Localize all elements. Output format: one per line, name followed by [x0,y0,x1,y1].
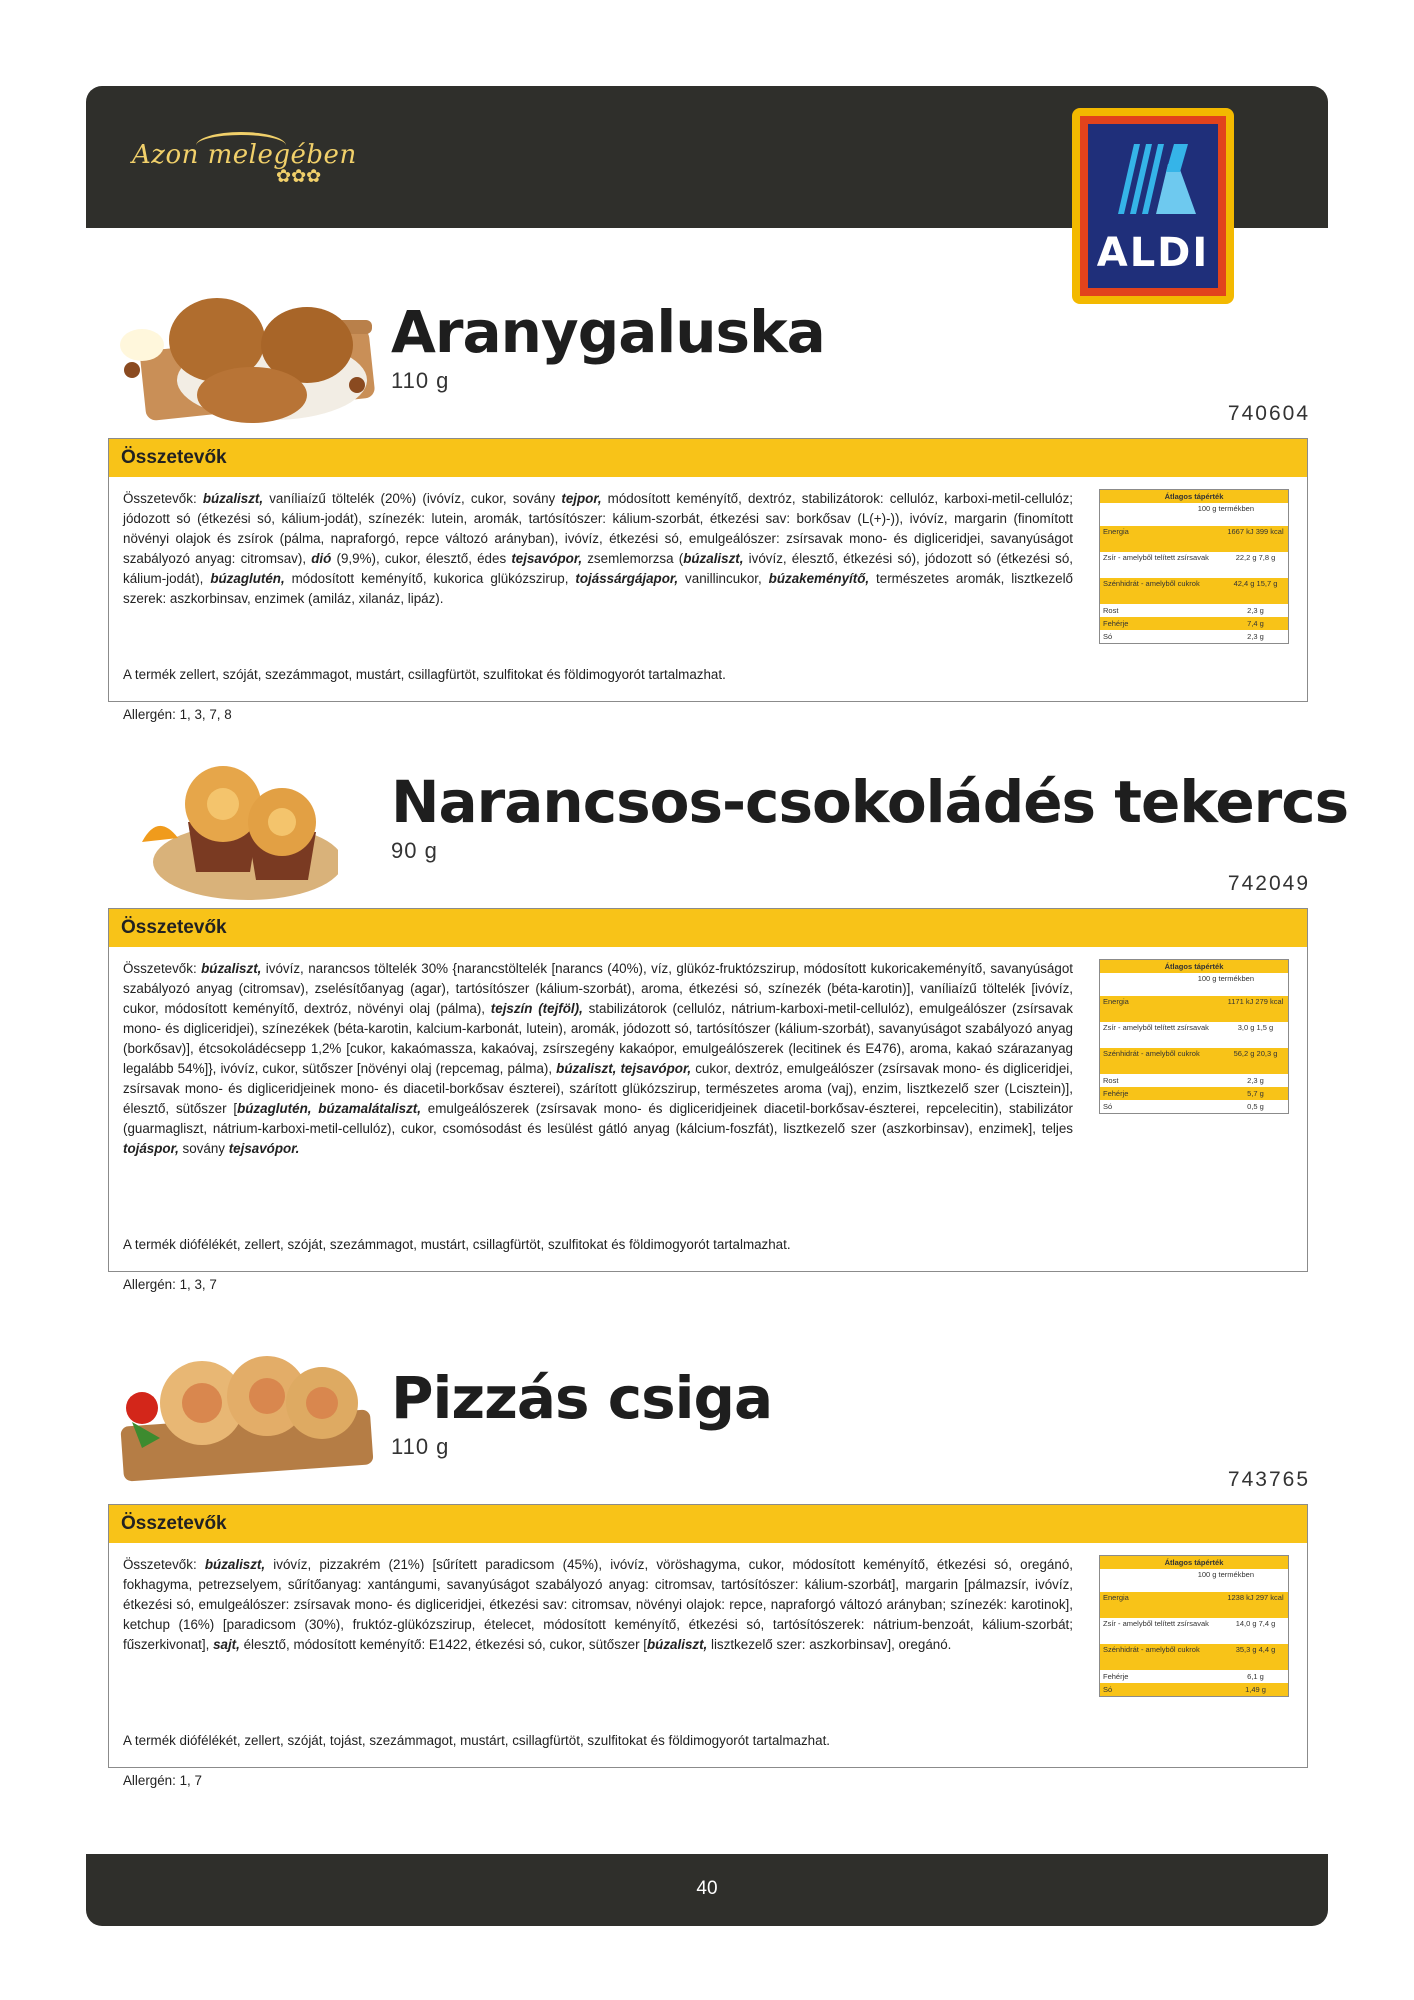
nutrition-value: 0,5 g [1247,1102,1264,1111]
ingredient-run: sovány [178,1141,229,1156]
ingredient-run: zsemlemorzsa ( [582,551,684,566]
nutrition-label: Só [1103,632,1113,641]
ingredients-text [123,959,1073,1159]
nutrition-table [1099,1555,1289,1697]
nutrition-table [1099,959,1289,1114]
nutrition-row [1100,1074,1288,1087]
nutrition-value: 5,7 g [1247,1089,1264,1098]
ingredient-run: ivóvíz, narancsos töltelék 30% {narancstöltelék [narancs (40%), víz, glükóz-fruktózszirup, módosított kukoricakeményítő, savanyúságot szabályozó anyag (citromsav), zselésítőanyag (agar), tartósítószer (kálium-szorbát), aroma, étkezési só, színezék (béta-karotin)], vaníliaízű töltelék [ivóvíz, cukor, módosított keményítő, dextróz, növényi olaj (pálma), [123,961,1073,1016]
nutrition-row [1100,996,1288,1022]
nutrition-label: Energia [1103,1593,1129,1602]
nutrition-title: Átlagos tápérték [1100,960,1288,973]
nutrition-value: 42,4 g 15,7 g [1233,579,1278,588]
nutrition-label: Fehérje [1103,1672,1129,1681]
nutrition-column-head: 100 g termékben [1197,1570,1254,1579]
nutrition-value: 22,2 g 7,8 g [1235,553,1276,562]
nutrition-value: 1238 kJ 297 kcal [1227,1593,1284,1602]
product-title: Aranygaluska [391,298,825,366]
ingredient-run: stabilizátorok (cellulóz, nátrium-karboxi-metil-cellulóz), emulgeálószer (zsírsavak mono- és digliceridjei), színezékek (béta-karotin, kalcium-karbonát, lutein), aromák, jódozott só, tartósítószer (kálium-szorbát), savanyúságot szabályozó anyag (borkősav)], étcsokoládécsepp 1,2% [cukor, kakaómassza, kakaóvaj, zsírszegény kakaópor, emulgeálószerek (lecitinek és E476), aroma, kakaó szárazanyag legalább 54%]}, ivóvíz, cukor, sütőszer [növényi olaj (repcemag, pálma), [123,1001,1074,1076]
ingredient-run: (9,9%), cukor, élesztő, édes [331,551,512,566]
section-label: Összetevők [109,909,1307,947]
allergen-text: Allergén: 1, 7 [123,1773,202,1788]
ingredient-run: természetes aromák, lisztkezelő szerek: aszkorbinsav, enzimek (amiláz, xilanáz, lipáz). [123,571,1073,606]
allergen-ingredient: búzaliszt, tejsavópor, [556,1061,692,1076]
allergen-text: Allergén: 1, 3, 7 [123,1277,217,1292]
ingredients-prefix: Összetevők: [123,961,202,976]
allergen-ingredient: búzaliszt, [201,961,262,976]
nutrition-label: Só [1103,1102,1113,1111]
ingredients-text [123,1555,1073,1655]
allergen-ingredient: búzaliszt, [204,1557,266,1572]
allergen-ingredient: dió [311,551,332,566]
nutrition-row [1100,1644,1288,1670]
nutrition-table [1099,489,1289,644]
aldi-logo-text: ALDI [1096,230,1210,276]
nutrition-value: 2,3 g [1247,606,1264,615]
nutrition-value: 35,3 g 4,4 g [1235,1645,1276,1654]
nutrition-value: 1667 kJ 399 kcal [1227,527,1284,536]
nutrition-row [1100,617,1288,630]
product-code: 742049 [1227,872,1310,895]
section-label: Összetevők [109,439,1307,477]
product-photo-narancsos-tekercs [138,742,338,902]
nutrition-row [1100,630,1288,643]
ingredients-text [123,489,1073,609]
nutrition-value: 3,0 g 1,5 g [1237,1023,1274,1032]
product-photo-pizzas-csiga [112,1338,382,1488]
ingredients-prefix: Összetevők: [123,1557,205,1572]
nutrition-row [1100,1048,1288,1074]
nutrition-value: 6,1 g [1247,1672,1264,1681]
nutrition-label: Fehérje [1103,1089,1129,1098]
ingredients-box [108,438,1308,722]
product-code: 740604 [1227,402,1310,425]
nutrition-label: Szénhidrát - amelyből cukrok [1103,579,1200,588]
allergen-ingredient: búzaliszt, [202,491,264,506]
nutrition-label: Rost [1103,1076,1119,1085]
nutrition-row [1100,1022,1288,1048]
ingredients-box [108,908,1308,1292]
nutrition-row [1100,1683,1288,1696]
allergen-ingredient: búzaliszt, [683,551,744,566]
nutrition-column-head: 100 g termékben [1197,974,1254,983]
nutrition-row [1100,526,1288,552]
nutrition-value: 7,4 g [1247,619,1264,628]
ingredient-run: élesztő, módosított keményítő: E1422, étkezési só, cukor, sütőszer [ [239,1637,647,1652]
product-code: 743765 [1227,1468,1310,1491]
ingredient-run: ivóvíz, élesztő, étkezési só), jódozott só (étkezési só, kálium-jodát), [123,551,1073,586]
section-label: Összetevők [109,1505,1307,1543]
allergen-ingredient: búzaliszt, [647,1637,708,1652]
may-contain-text: A termék diófélékét, zellert, szóját, tojást, szezámmagot, mustárt, csillagfürtöt, szulfitokat és földimogyorót tartalmazhat. [123,1733,831,1748]
product-photo-aranygaluska [112,270,382,430]
ingredient-run: lisztkezelő szer: aszkorbinsav], oregánó. [707,1637,952,1652]
nutrition-value: 2,3 g [1247,1076,1264,1085]
aldi-logo [1072,108,1234,304]
ingredients-prefix: Összetevők: [123,491,203,506]
ingredient-run: vanillincukor, [678,571,769,586]
ingredient-run: módosított keményítő, dextróz, stabilizátorok: cellulóz, karboxi-metil-cellulóz; jódozott só (étkezési só, kálium-jodát), színezék: lutein, aromák, tartósítószer: kálium-szorbát, étkezési sav: borkősav (L(+)-)), ivóvíz, margarin (finomított növényi olajok és zsírok (pálma, napraforgó, repce változó arányban), ivóvíz, étkezési só, emulgeálószer: zsírsavak mono- és digliceridjei, savanyúságot szabályozó anyag: citromsav), [123,491,1074,566]
product-title: Pizzás csiga [391,1364,773,1432]
ingredient-run: ivóvíz, pizzakrém (21%) [sűrített paradicsom (45%), ivóvíz, vöröshagyma, cukor, módosított keményítő, étkezési só, oregánó, fokhagyma, petrezselyem, sűrítőanyag: xantángumi, savanyúságot szabályozó anyag: citromsav, tartósítószer: kálium-szorbát], margarin [pálmazsír, ivóvíz, étkezési só, emulgeálószer: zsírsavak mono- és digliceridjei, étkezési sav: citromsav, növényi olajok: repce, napraforgó változó arányban; színezék: karotinok], ketchup (16%) [paradicsom (30%), fruktóz-glükózszirup, ételecet, módosított keményítő, étkezési só, tartósítószerek: nátrium-benzoát, kálium-szorbát; fűszerkivonat], [123,1557,1073,1652]
may-contain-text: A termék zellert, szóját, szezámmagot, mustárt, csillagfürtöt, szulfitokat és földimogyorót tartalmazhat. [123,667,726,682]
ingredient-run: módosított keményítő, kukorica glükózszirup, [284,571,576,586]
allergen-ingredient: tejsavópor, [511,551,583,566]
may-contain-text: A termék diófélékét, zellert, szóját, szezámmagot, mustárt, csillagfürtöt, szulfitokat és földimogyorót tartalmazhat. [123,1237,791,1252]
nutrition-row [1100,1592,1288,1618]
allergen-ingredient: tejsavópor. [228,1141,300,1156]
allergen-ingredient: búzaglutén, búzamalátaliszt, [237,1101,421,1116]
aldi-stripes-icon [1108,144,1196,214]
nutrition-value: 56,2 g 20,3 g [1233,1049,1278,1058]
allergen-ingredient: búzakeményítő, [768,571,870,586]
allergen-ingredient: tejpor, [561,491,602,506]
ingredient-run: cukor, dextróz, emulgeálószer (zsírsavak mono- és digliceridjei, zsírsavak mono- és digliceridjeinek mono- és diacetil-borkősav észterei), szárított glükózszirup, természetes aroma (vaj), enzim, lisztkezelő szer (Lcisztein)], élesztő, sütőszer [ [123,1061,1073,1116]
nutrition-label: Rost [1103,606,1119,615]
product-weight: 110 g [391,1434,450,1459]
nutrition-row [1100,1618,1288,1644]
product-weight: 110 g [391,368,450,393]
allergen-ingredient: tojáspor, [123,1141,179,1156]
nutrition-label: Zsír - amelyből telített zsírsavak [1103,553,1209,562]
allergen-ingredient: tejszín (tejföl), [490,1001,583,1016]
nutrition-row [1100,604,1288,617]
nutrition-row [1100,1087,1288,1100]
nutrition-label: Zsír - amelyből telített zsírsavak [1103,1023,1209,1032]
nutrition-value: 1171 kJ 279 kcal [1227,997,1284,1006]
product-title: Narancsos-csokoládés tekercs [391,768,1349,836]
allergen-ingredient: tojássárgájapor, [575,571,679,586]
nutrition-label: Energia [1103,527,1129,536]
allergen-ingredient: búzaglutén, [210,571,285,586]
ingredient-run: emulgeálószerek (zsírsavak mono- és digliceridjeinek diacetil-borkősav-észterei, repcelecitin), stabilizátor (guarmagliszt, nátrium-karboxi-metil-cellulóz), cukor, csomósodást és lesülést gátló anyag (kálcium-foszfát), lisztkezelő szer (aszkorbinsav), enzimek], teljes [123,1101,1073,1136]
nutrition-label: Só [1103,1685,1113,1694]
nutrition-title: Átlagos tápérték [1100,1556,1288,1569]
nutrition-title: Átlagos tápérték [1100,490,1288,503]
footer-bar [86,1854,1328,1926]
nutrition-label: Fehérje [1103,619,1129,628]
wheat-icon: ✿✿✿ [276,166,322,186]
page-number: 40 [696,1878,718,1899]
brand-script: Azon melegében [132,140,357,170]
ingredients-box [108,1504,1308,1788]
nutrition-value: 2,3 g [1247,632,1264,641]
nutrition-row [1100,1100,1288,1113]
product-weight: 90 g [391,838,438,863]
ingredient-run: vaníliaízű töltelék (20%) (ivóvíz, cukor, sovány [263,491,562,506]
nutrition-label: Zsír - amelyből telített zsírsavak [1103,1619,1209,1628]
nutrition-row [1100,552,1288,578]
nutrition-label: Szénhidrát - amelyből cukrok [1103,1645,1200,1654]
allergen-text: Allergén: 1, 3, 7, 8 [123,707,232,722]
nutrition-value: 14,0 g 7,4 g [1235,1619,1276,1628]
nutrition-label: Energia [1103,997,1129,1006]
nutrition-label: Szénhidrát - amelyből cukrok [1103,1049,1200,1058]
allergen-ingredient: sajt, [213,1637,240,1652]
nutrition-column-head: 100 g termékben [1197,504,1254,513]
nutrition-row [1100,578,1288,604]
nutrition-value: 1,49 g [1245,1685,1266,1694]
nutrition-row [1100,1670,1288,1683]
